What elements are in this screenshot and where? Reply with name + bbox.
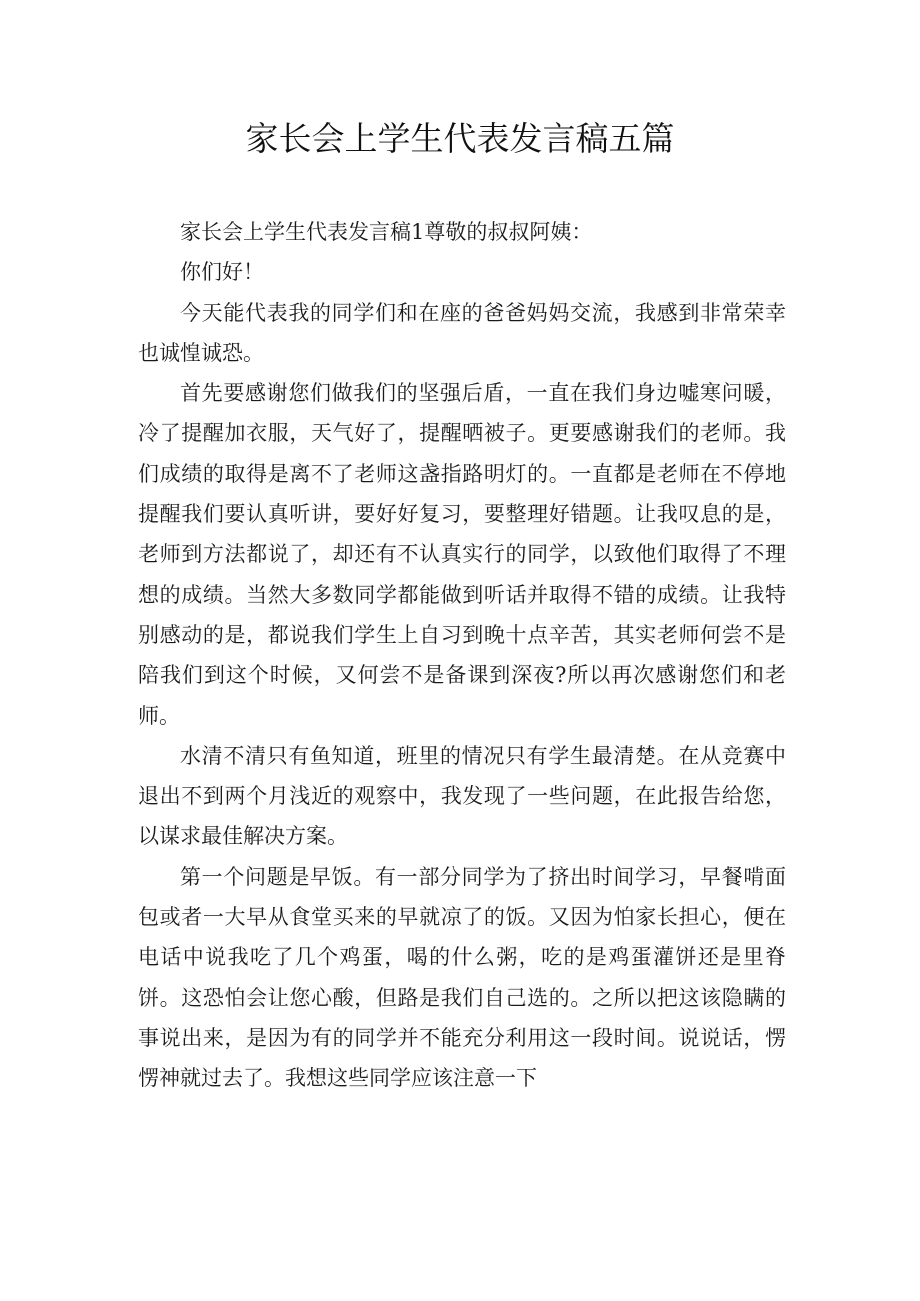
paragraph-greeting-heading: 家长会上学生代表发言稿1尊敬的叔叔阿姨： [180,220,593,244]
paragraph-intro: 今天能代表我的同学们和在座的爸爸妈妈交流，我感到非常荣幸也诚惶诚恐。 [138,300,786,365]
document-title: 家长会上学生代表发言稿五篇 [245,119,675,158]
paragraph-observation: 水清不清只有鱼知道，班里的情况只有学生最清楚。在从竞赛中退出不到两个月浅近的观察中，我发现了一些问题，在此报告给您，以谋求最佳解决方案。 [138,743,786,849]
paragraph-hello: 你们好！ [180,260,264,285]
paragraph-thanks: 首先要感谢您们做我们的坚强后盾，一直在我们身边嘘寒问暖，冷了提醒加衣服，天气好了，提醒晒被子。更要感谢我们的老师。我们成绩的取得是离不了老师这盏指路明灯的。一直都是老师在不停地提醒我们要认真听讲，要好好复习，要整理好错题。让我叹息的是，老师到方法都说了，却还有不认真实行的同学，以致他们取得了不理想的成绩。当然大多数同学都能做到听话并取得不错的成绩。让我特别感动的是，都说我们学生上自习到晚十点辛苦，其实老师何尝不是陪我们到这个时候，又何尝不是备课到深夜?所以再次感谢您们和老师。 [138,381,786,728]
paragraph-breakfast: 第一个问题是早饭。有一部分同学为了挤出时间学习，早餐啃面包或者一大早从食堂买来的早就凉了的饭。又因为怕家长担心，便在电话中说我吃了几个鸡蛋，喝的什么粥，吃的是鸡蛋灌饼还是里脊饼。这恐怕会让您心酸，但路是我们自己选的。之所以把这该隐瞒的事说出来，是因为有的同学并不能充分利用这一段时间。说说话，愣愣神就过去了。我想这些同学应该注意一下 [138,864,786,1091]
document-body [138,212,786,1099]
